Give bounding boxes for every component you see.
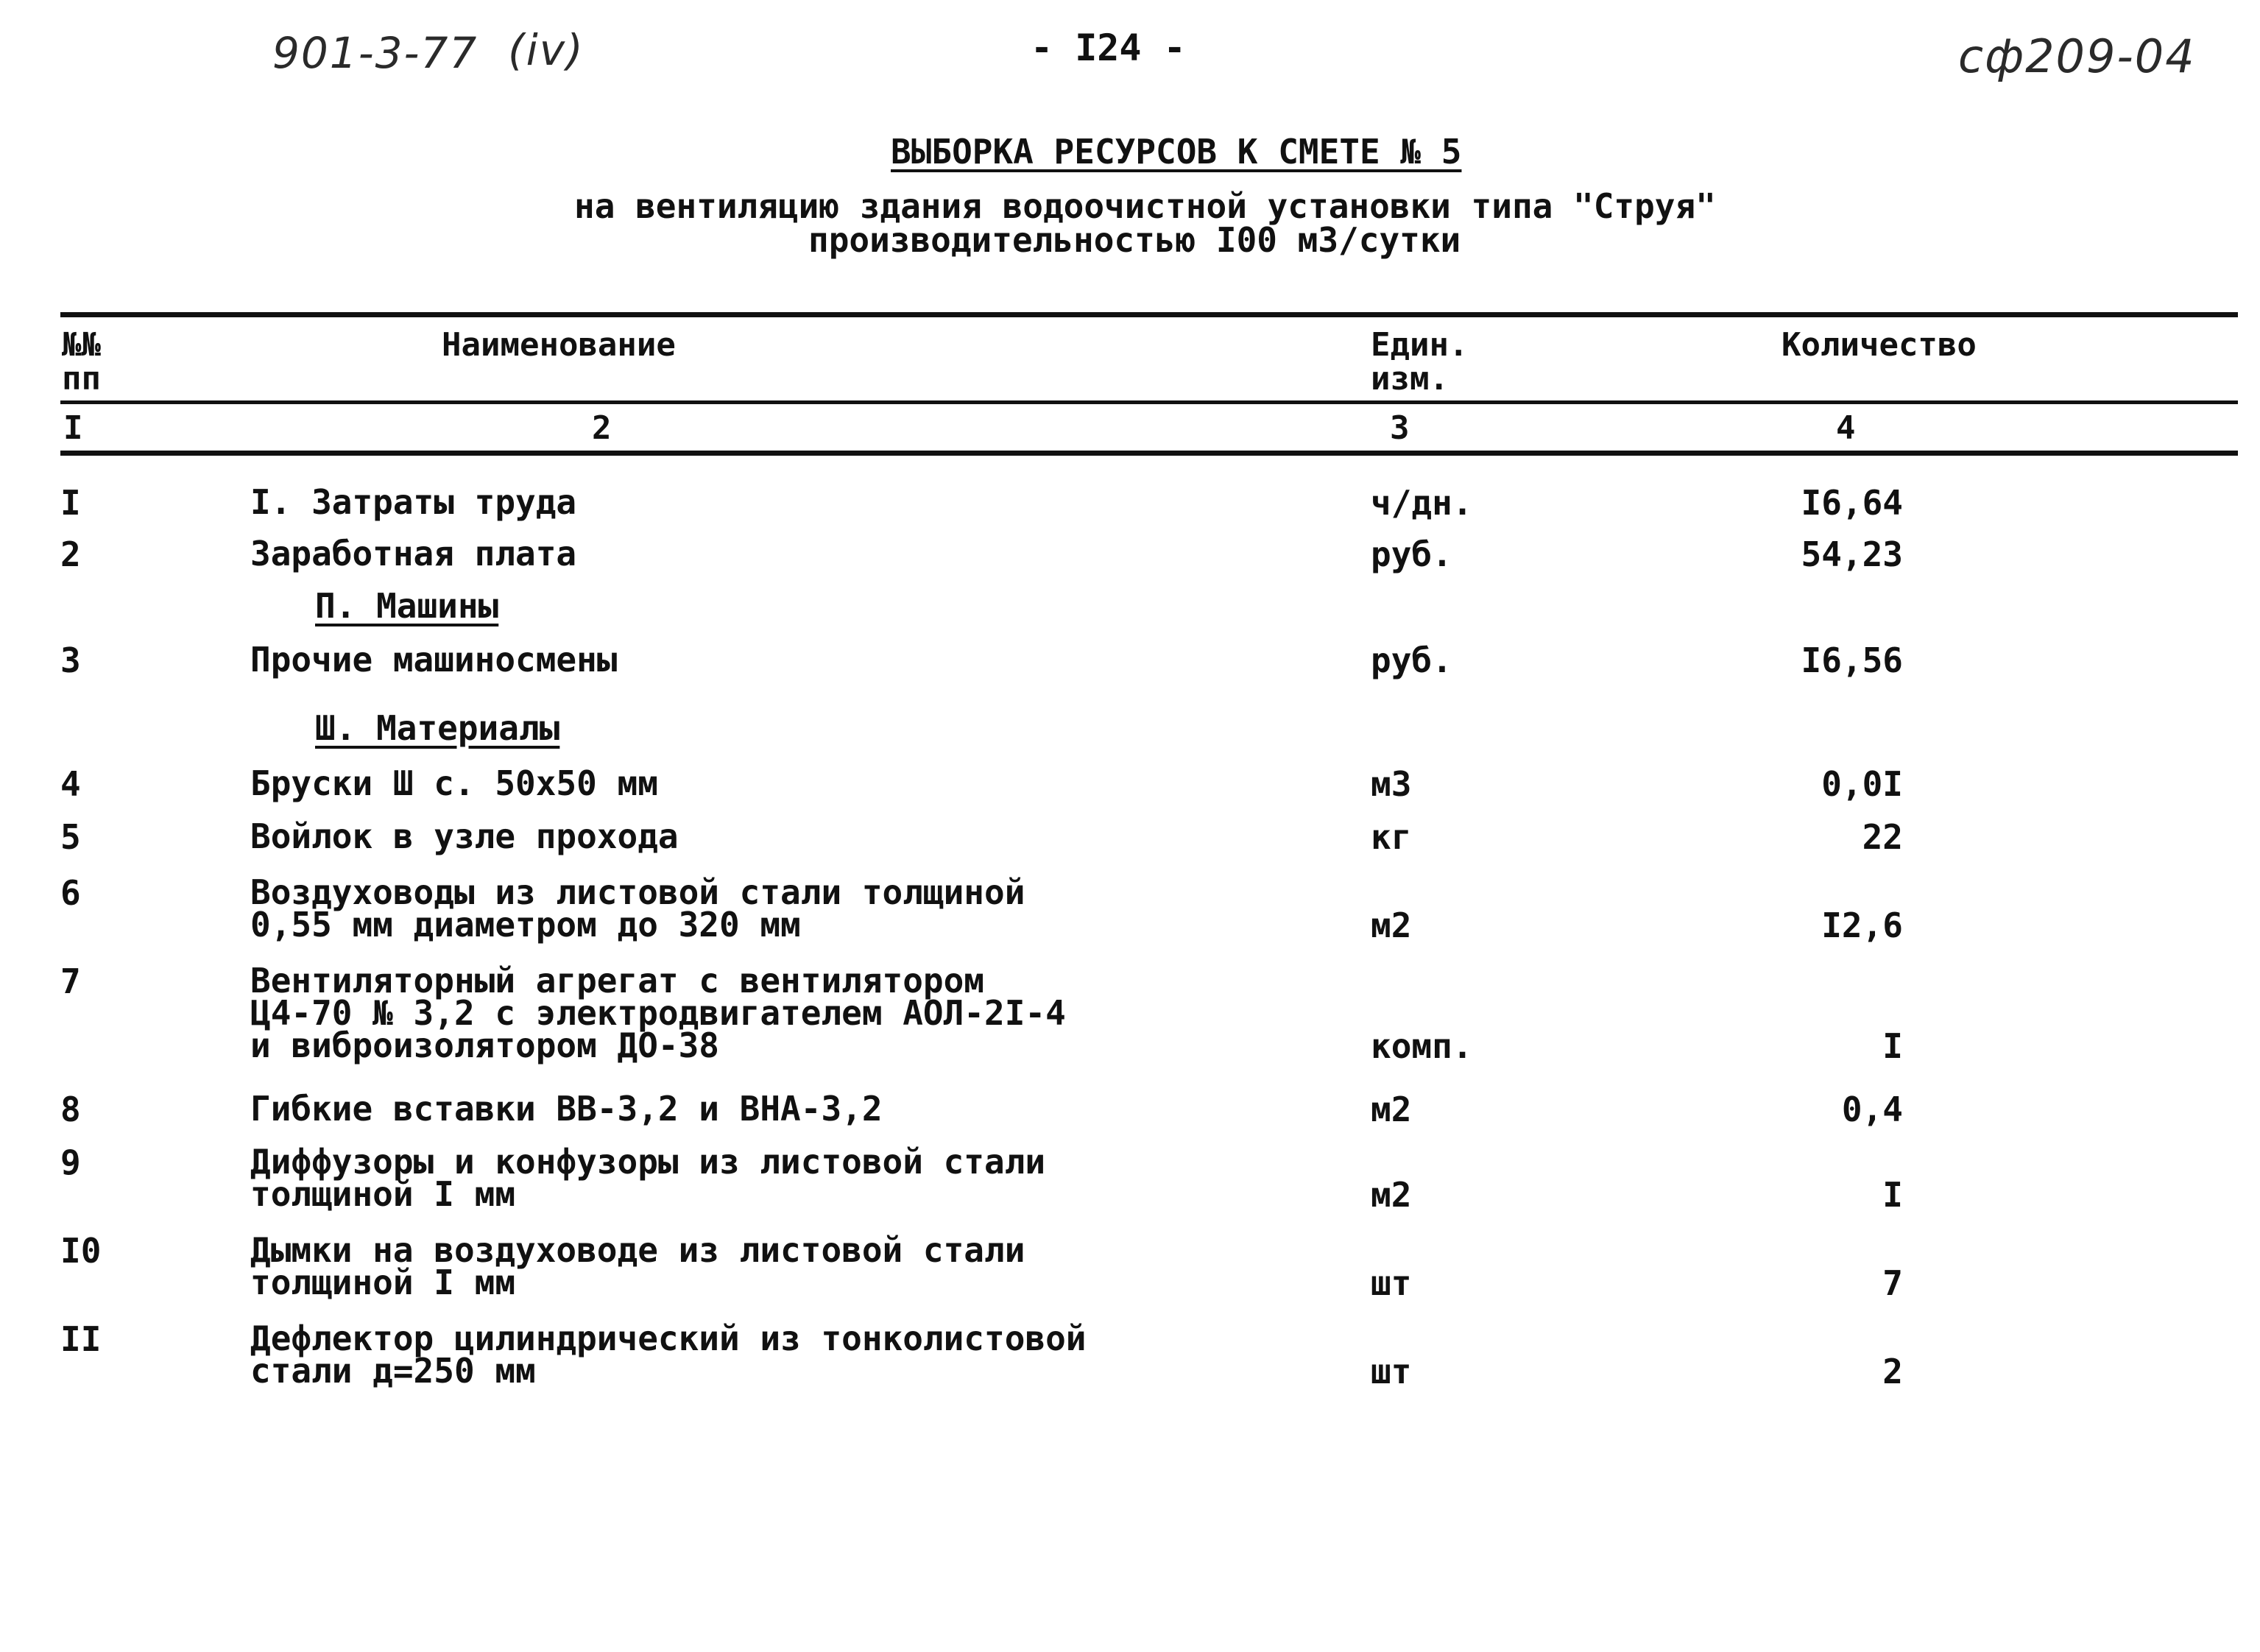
row-name: Дефлектор цилиндрический из тонколистовой стали д=250 мм <box>250 1319 1087 1391</box>
column-number-3: 3 <box>1390 409 1410 447</box>
row-number: 8 <box>60 1090 81 1129</box>
document-volume-mark: (iv) <box>508 25 585 75</box>
row-unit: м3 <box>1371 764 1412 804</box>
row-quantity: I6,56 <box>1801 640 1903 680</box>
row-number: 2 <box>60 534 81 574</box>
column-header-number: №№ пп <box>62 326 101 398</box>
document-code: 901-3-77 <box>272 28 479 78</box>
row-quantity: 0,0I <box>1821 764 1903 804</box>
row-number: 5 <box>60 817 81 857</box>
row-unit: руб. <box>1371 534 1452 574</box>
row-unit: шт <box>1371 1263 1412 1303</box>
row-number: I0 <box>60 1231 102 1271</box>
row-quantity: 54,23 <box>1801 534 1903 574</box>
row-name: Гибкие вставки ВВ-3,2 и ВНА-3,2 <box>250 1089 883 1129</box>
column-header-quantity: Количество <box>1781 326 1977 364</box>
row-name: Диффузоры и конфузоры из листовой стали толщиной I мм <box>250 1142 1046 1214</box>
column-header-name: Наименование <box>442 326 676 364</box>
document-title: ВЫБОРКА РЕСУРСОВ К СМЕТЕ № 5 <box>891 132 1462 172</box>
column-number-1: I <box>63 409 83 447</box>
page-number: - I24 - <box>1031 27 1186 69</box>
row-quantity: I6,64 <box>1801 483 1903 523</box>
document-subtitle-line-2: производительностью I00 м3/сутки <box>808 220 1461 260</box>
row-number: II <box>60 1319 102 1359</box>
row-name: Дымки на воздуховоде из листовой стали толщиной I мм <box>250 1230 1025 1302</box>
column-number-4: 4 <box>1836 409 1856 447</box>
row-quantity: 2 <box>1882 1352 1903 1391</box>
row-unit: м2 <box>1371 906 1412 945</box>
row-quantity: I <box>1882 1026 1903 1066</box>
column-number-2: 2 <box>592 409 612 447</box>
row-quantity: 22 <box>1862 817 1903 857</box>
row-unit: шт <box>1371 1352 1412 1391</box>
row-quantity: I <box>1882 1175 1903 1215</box>
row-number: 6 <box>60 873 81 913</box>
section-heading: П. Машины <box>315 586 499 626</box>
row-number: 4 <box>60 764 81 804</box>
row-name: Прочие машиносмены <box>250 640 618 679</box>
row-quantity: I2,6 <box>1821 906 1903 945</box>
row-name: Войлок в узле прохода <box>250 816 679 856</box>
row-number: 9 <box>60 1143 81 1182</box>
column-header-unit: Един. изм. <box>1371 326 1469 398</box>
row-number: I <box>60 483 81 523</box>
row-name: Вентиляторный агрегат с вентилятором Ц4-70 № 3,2 с электродвигателем АОЛ-2I-4 и виброизолятором ДО-38 <box>250 961 1066 1065</box>
section-heading: Ш. Материалы <box>315 708 560 748</box>
series-mark: сф209-04 <box>1958 29 2196 83</box>
row-quantity: 7 <box>1882 1263 1903 1303</box>
row-name: Заработная плата <box>250 534 577 573</box>
row-number: 7 <box>60 961 81 1001</box>
document-subtitle-line-1: на вентиляцию здания водоочистной установки типа "Струя" <box>574 186 1716 226</box>
row-unit: комп. <box>1371 1026 1473 1066</box>
row-unit: руб. <box>1371 640 1452 680</box>
row-quantity: 0,4 <box>1841 1090 1903 1129</box>
row-name: Воздуховоды из листовой стали толщиной 0,55 мм диаметром до 320 мм <box>250 872 1025 945</box>
row-number: 3 <box>60 640 81 680</box>
row-unit: ч/дн. <box>1371 483 1473 523</box>
row-unit: м2 <box>1371 1175 1412 1215</box>
row-name: I. Затраты труда <box>250 482 577 522</box>
row-unit: м2 <box>1371 1090 1412 1129</box>
row-unit: кг <box>1371 817 1412 857</box>
row-name: Бруски Ш с. 50х50 мм <box>250 763 658 803</box>
